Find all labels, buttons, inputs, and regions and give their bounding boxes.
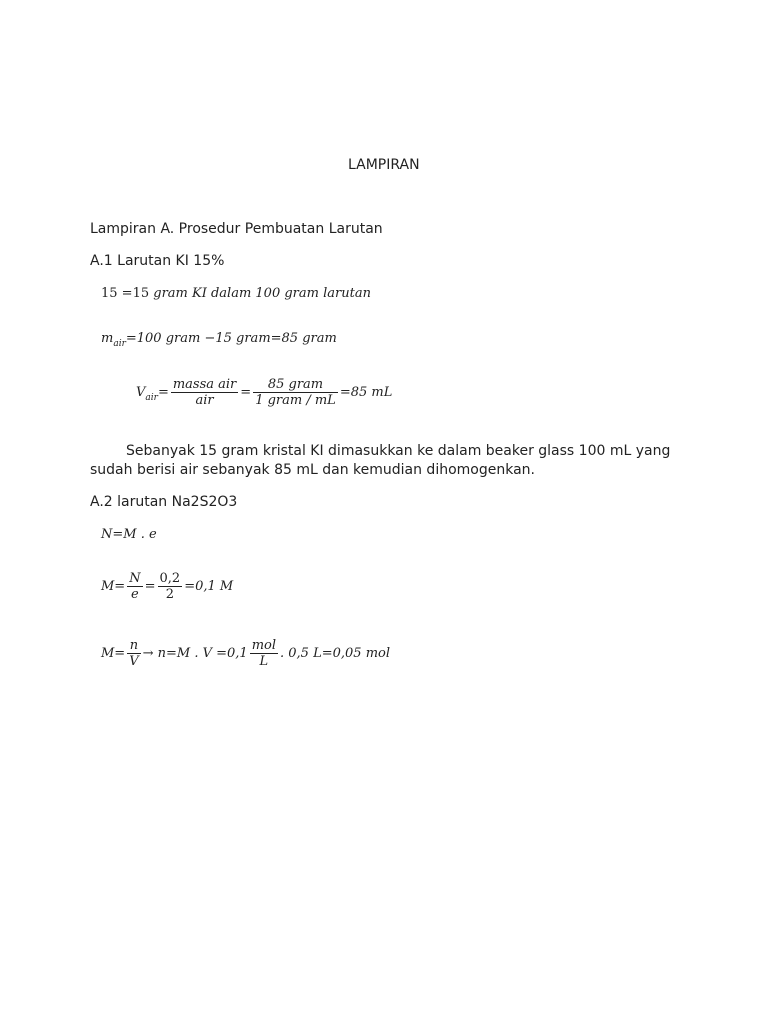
fraction-numerator: mol [251,638,277,653]
section-heading-a: Lampiran A. Prosedur Pembuatan Larutan [90,221,383,237]
fraction-denominator: V [129,654,139,669]
equation-result: =0,1 M [184,579,234,594]
equation-water-volume [136,377,392,408]
page-title: LAMPIRAN [348,157,420,173]
fraction-denominator: 2 [158,586,183,602]
equation-result: =85 mL [339,385,393,400]
equation-middle: → n=M . V =0,1 [142,646,248,661]
fraction-grams-over-density [253,377,338,408]
equation-lhs: 15 =15 [101,286,150,301]
equation-subscript: air [113,339,126,349]
fraction-n-over-v [127,638,140,669]
procedure-paragraph [90,442,680,480]
fraction-numerator: 85 gram [267,377,324,392]
fraction-denominator: L [250,653,278,669]
fraction-mass-over-water [171,377,238,408]
fraction-n-over-e [127,571,142,602]
equation-lhs: M= [101,646,126,661]
fraction-values [158,571,183,602]
equation-equals: = [144,579,156,594]
equation-normality: N=M . e [101,527,157,542]
equation-result: . 0,5 L=0,05 mol [280,646,391,661]
equation-rhs: gram KI dalam 100 gram larutan [153,286,371,301]
fraction-mol-over-l [250,638,278,669]
equation-equals: = [157,385,169,400]
subsection-heading-a1: A.1 Larutan KI 15% [90,253,225,269]
equation-moles [101,638,390,669]
fraction-denominator: air [171,392,238,408]
equation-water-mass [101,331,337,349]
fraction-denominator: 1 gram / mL [255,393,336,408]
equation-ki-concentration [101,286,371,301]
fraction-numerator: 0,2 [159,571,181,586]
fraction-numerator: N [129,571,141,586]
equation-molarity [101,571,233,602]
fraction-denominator: e [127,586,142,602]
fraction-numerator: n [129,638,139,653]
equation-symbol: V [136,385,146,400]
equation-equals: = [240,385,252,400]
equation-rhs: =100 gram −15 gram=85 gram [125,331,337,346]
equation-subscript: air [145,393,158,403]
equation-symbol: m [101,331,114,346]
subsection-heading-a2: A.2 larutan Na2S2O3 [90,494,238,510]
paragraph-text: Sebanyak 15 gram kristal KI dimasukkan ke dalam beaker glass 100 mL yang sudah berisi air sebanyak 85 mL dan kemudian dihomogenkan. [90,443,671,478]
fraction-numerator: massa air [172,377,237,392]
equation-lhs: M= [101,579,126,594]
